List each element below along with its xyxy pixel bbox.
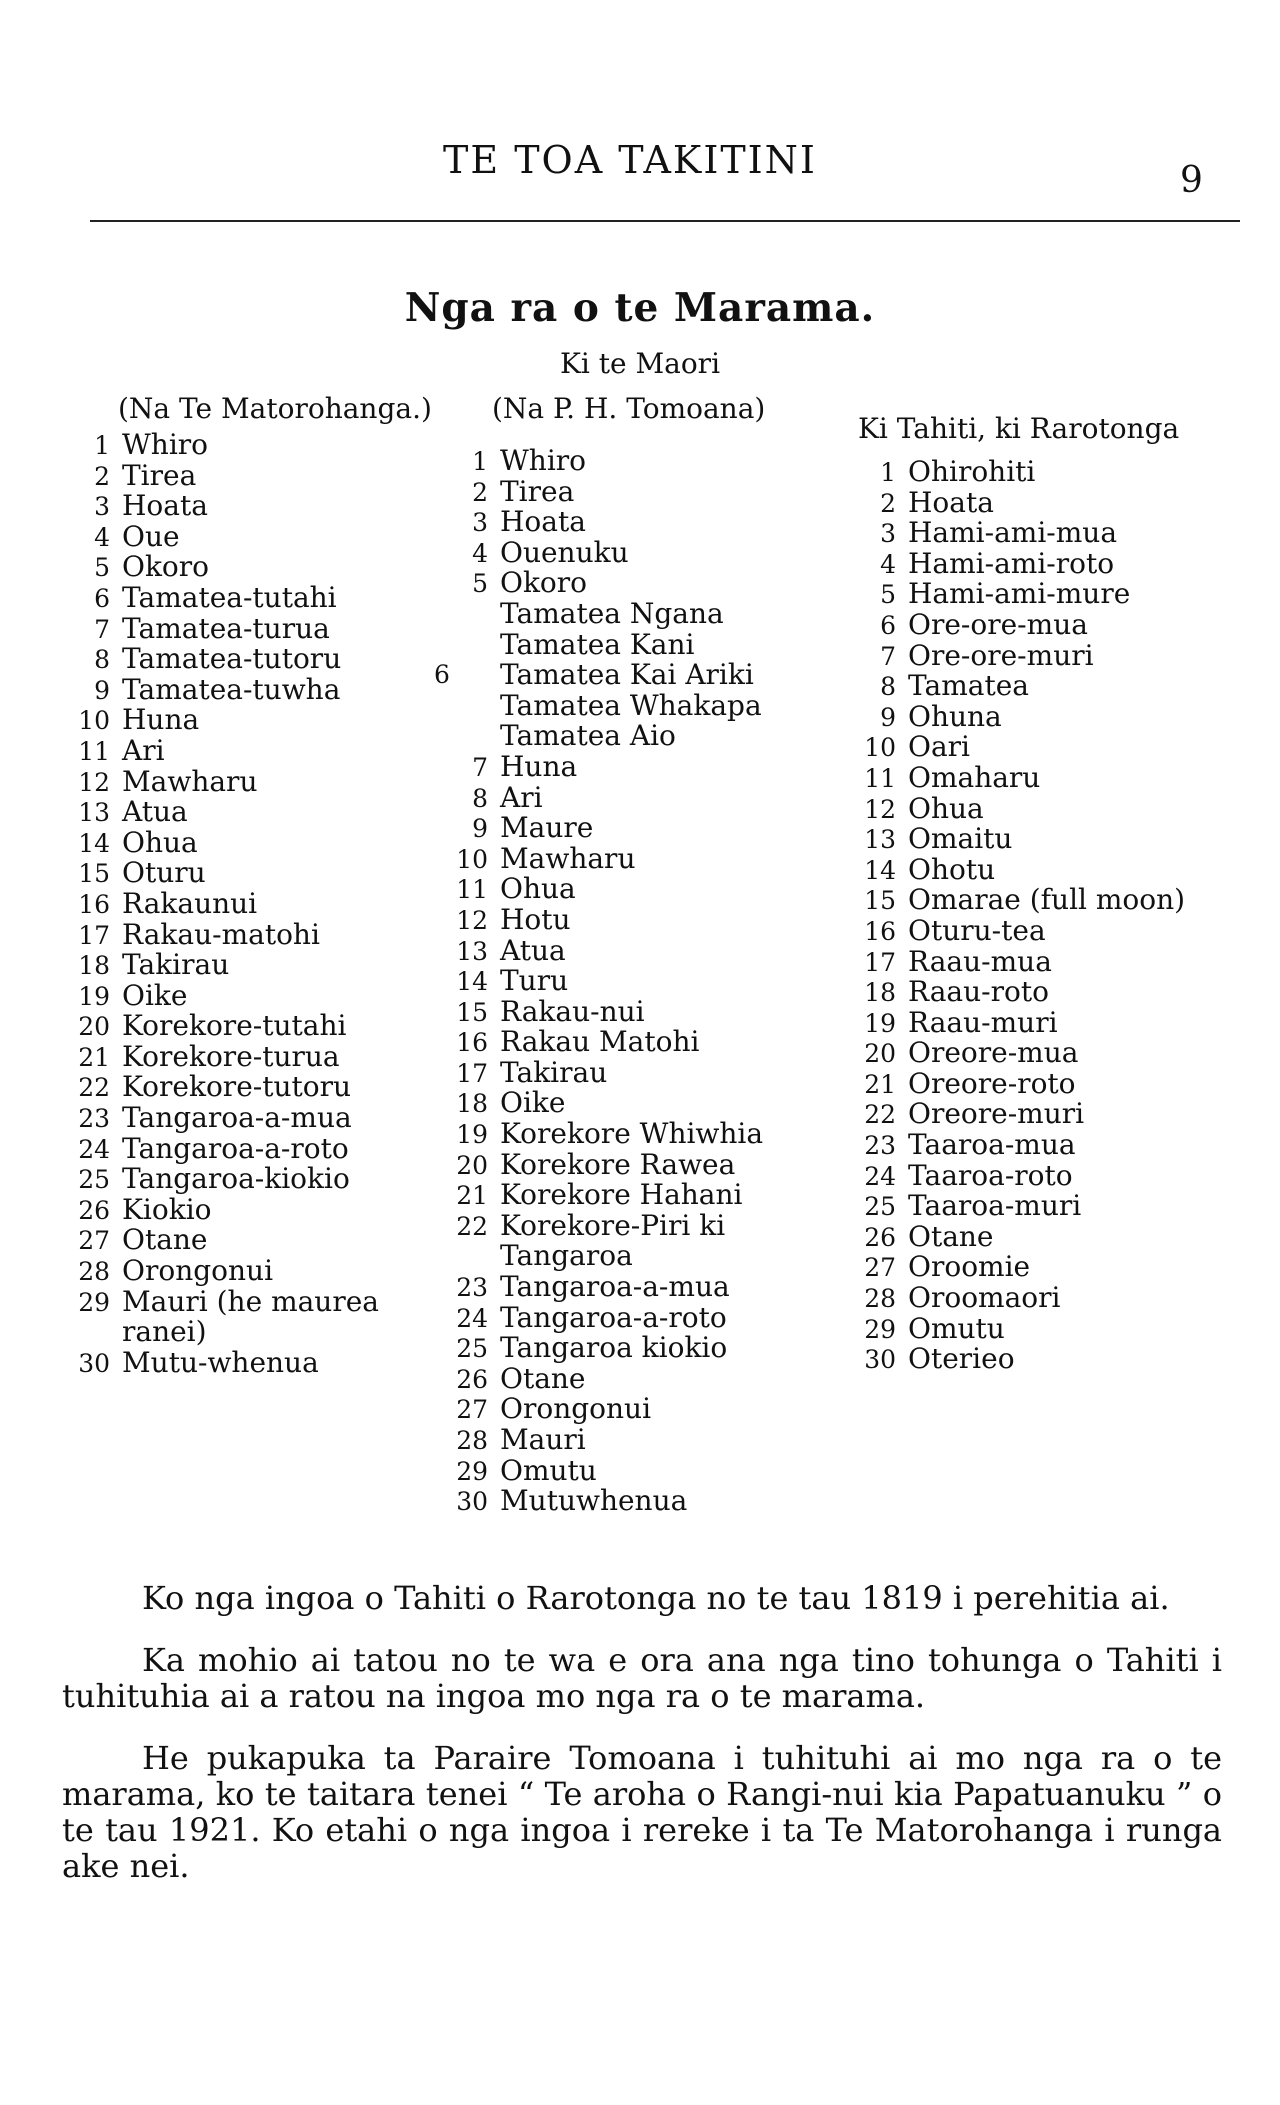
- day-name: Tamatea Ngana: [500, 596, 724, 630]
- day-number: 21: [78, 1042, 110, 1072]
- list-item: [842, 913, 1185, 947]
- list-item: [56, 1317, 379, 1348]
- day-name: Huna: [122, 703, 200, 737]
- day-name: ranei): [122, 1315, 207, 1349]
- list-item: [434, 874, 763, 905]
- day-number: 29: [78, 1287, 110, 1317]
- day-name: Takirau: [122, 948, 230, 982]
- day-number: 27: [456, 1395, 488, 1425]
- day-number: 26: [864, 1222, 896, 1252]
- list-item: [842, 1344, 1185, 1375]
- day-name: Korekore-tutoru: [122, 1070, 352, 1104]
- day-number: 7: [472, 752, 488, 782]
- day-name: Omutu: [908, 1311, 1005, 1345]
- day-number: 16: [864, 916, 896, 946]
- list-item: [842, 1283, 1185, 1314]
- day-name: Otane: [908, 1219, 994, 1253]
- day-number: 13: [864, 825, 896, 855]
- list-item: [434, 627, 763, 661]
- day-name: Hoata: [908, 485, 994, 519]
- day-number: 4: [94, 522, 110, 552]
- list-item: [434, 994, 763, 1028]
- day-name: Orongonui: [122, 1254, 274, 1288]
- day-number: 11: [864, 763, 896, 793]
- day-number: 17: [456, 1058, 488, 1088]
- list-item: [56, 1256, 379, 1287]
- day-name: Raau-mua: [908, 944, 1052, 978]
- list-item: [434, 902, 763, 936]
- day-number: 25: [78, 1165, 110, 1195]
- day-name: Mutu-whenua: [122, 1345, 319, 1379]
- list-item: [56, 491, 379, 522]
- day-number: 14: [456, 967, 488, 997]
- day-name: Whiro: [122, 428, 209, 461]
- list-item: [842, 1252, 1185, 1283]
- day-name: Korekore Hahani: [500, 1178, 743, 1212]
- list-item: [842, 699, 1185, 733]
- list-item: [434, 1208, 763, 1242]
- day-name: Orongonui: [500, 1392, 652, 1426]
- list-item: [434, 749, 763, 783]
- day-number: 30: [456, 1487, 488, 1517]
- day-number: 20: [78, 1012, 110, 1042]
- list-item: [56, 705, 379, 736]
- list-item: [56, 1072, 379, 1103]
- list-item: [56, 858, 379, 889]
- day-number: 22: [456, 1211, 488, 1241]
- list-item: [842, 579, 1185, 610]
- list-item: [842, 1311, 1185, 1345]
- day-name: Ore-ore-muri: [908, 638, 1094, 672]
- day-name: Ohirohiti: [908, 455, 1036, 488]
- day-name: Mauri (he maurea: [122, 1284, 379, 1318]
- day-name: Tangaroa-a-roto: [122, 1131, 349, 1165]
- column-heading-tahiti: Ki Tahiti, ki Rarotonga: [858, 412, 1180, 445]
- list-item: [434, 1453, 763, 1487]
- list-item: [842, 518, 1185, 549]
- day-number: 18: [78, 951, 110, 981]
- day-name: Ohua: [908, 791, 984, 825]
- day-name: Korekore-tutahi: [122, 1009, 347, 1043]
- day-number: 13: [78, 798, 110, 828]
- day-number: 22: [78, 1073, 110, 1103]
- day-name: Tangaroa-a-mua: [122, 1101, 352, 1135]
- day-name: Tangaroa kiokio: [500, 1331, 728, 1365]
- day-number: 15: [864, 886, 896, 916]
- day-name: Mawharu: [500, 841, 636, 875]
- day-name: Tamatea Whakapa: [500, 688, 762, 722]
- list-item: [842, 546, 1185, 580]
- list-item: [842, 485, 1185, 519]
- day-name: Oroomaori: [908, 1281, 1061, 1315]
- day-name: Korekore-Piri ki: [500, 1208, 726, 1242]
- day-number: 12: [456, 905, 488, 935]
- list-item: [434, 660, 763, 691]
- day-number: 24: [456, 1303, 488, 1333]
- list-item: [56, 733, 379, 767]
- day-number: 30: [78, 1348, 110, 1378]
- list-item: [434, 1147, 763, 1181]
- day-number: 3: [880, 519, 896, 549]
- day-number: 30: [864, 1345, 896, 1375]
- day-number: 27: [78, 1226, 110, 1256]
- day-name: Tamatea Kai Ariki: [500, 658, 754, 692]
- list-item: [56, 1039, 379, 1073]
- day-name: Tamatea Aio: [500, 719, 676, 753]
- day-name: Otane: [122, 1223, 208, 1257]
- day-number: 21: [864, 1069, 896, 1099]
- list-item: [56, 580, 379, 614]
- list-item: [56, 458, 379, 492]
- day-name: Tamatea-tuwha: [122, 672, 341, 706]
- list-item: [842, 760, 1185, 794]
- list-item: [434, 933, 763, 967]
- day-number: 12: [864, 794, 896, 824]
- list-item: [56, 672, 379, 706]
- day-number: 6: [94, 583, 110, 613]
- list-item: [842, 1005, 1185, 1039]
- list-item: [842, 885, 1185, 916]
- day-name: Hami-ami-mua: [908, 516, 1118, 550]
- day-number: 6: [880, 610, 896, 640]
- day-number: 25: [456, 1334, 488, 1364]
- day-name: Ore-ore-mua: [908, 607, 1088, 641]
- list-item: [434, 596, 763, 630]
- day-number: 15: [456, 997, 488, 1027]
- day-name: Mawharu: [122, 764, 258, 798]
- day-name: Korekore-turua: [122, 1039, 340, 1073]
- page-number: 9: [1180, 160, 1203, 201]
- day-name: Oari: [908, 730, 970, 764]
- day-name: Taaroa-roto: [908, 1158, 1073, 1192]
- list-item: [842, 457, 1185, 488]
- day-number: 7: [94, 614, 110, 644]
- day-number: 17: [78, 920, 110, 950]
- day-name: Okoro: [500, 566, 588, 600]
- list-item: [56, 1192, 379, 1226]
- day-number: 14: [864, 855, 896, 885]
- day-number: 29: [456, 1456, 488, 1486]
- list-item: [56, 552, 379, 583]
- list-item: [842, 638, 1185, 672]
- day-number: 4: [880, 549, 896, 579]
- day-name: Tamatea: [908, 669, 1029, 703]
- day-name: Oike: [122, 978, 188, 1012]
- day-number: 10: [864, 733, 896, 763]
- day-name: Oroomie: [908, 1250, 1031, 1284]
- list-item: [56, 1103, 379, 1134]
- list-item: [434, 721, 763, 752]
- day-number: 9: [94, 675, 110, 705]
- day-name: Oterieo: [908, 1342, 1015, 1376]
- day-number: 21: [456, 1181, 488, 1211]
- day-name: Raau-muri: [908, 1005, 1058, 1039]
- day-name: Mauri: [500, 1423, 586, 1456]
- day-number: 14: [78, 828, 110, 858]
- list-item: [56, 797, 379, 828]
- list-item: [434, 1180, 763, 1211]
- day-number: 8: [94, 645, 110, 675]
- list-item: [434, 1486, 763, 1517]
- day-number: 7: [880, 641, 896, 671]
- day-name: Oturu: [122, 856, 206, 890]
- day-name: Ohuna: [908, 699, 1002, 733]
- day-number: 3: [472, 508, 488, 538]
- paragraph: He pukapuka ta Paraire Tomoana i tuhituhi ai mo nga ra o te marama, ko te taitara tenei “ Te aroha o Rangi-nui kia Papatuanuku ” o te tau 1921. Ko etahi o nga ingoa i rereke i ta Te Matorohanga i runga ake nei.: [62, 1739, 1222, 1885]
- day-name: Atua: [122, 795, 188, 829]
- day-number: 15: [78, 859, 110, 889]
- day-name: Omarae (full moon): [908, 883, 1186, 917]
- list-item: [842, 977, 1185, 1008]
- day-name: Ohotu: [908, 852, 996, 886]
- day-number: 28: [78, 1257, 110, 1287]
- list-item: [842, 824, 1185, 855]
- list-item: [56, 519, 379, 553]
- day-number: 11: [78, 736, 110, 766]
- list-item: [434, 1119, 763, 1150]
- day-name: Tamatea Kani: [500, 627, 695, 661]
- day-number: 13: [456, 936, 488, 966]
- day-name: Rakau Matohi: [500, 1025, 700, 1059]
- article-title: Nga ra o te Marama.: [404, 285, 876, 331]
- day-number: 27: [864, 1253, 896, 1283]
- column-heading-tomoana: (Na P. H. Tomoana): [492, 392, 766, 425]
- day-number: 29: [864, 1314, 896, 1344]
- list-item: [434, 966, 763, 997]
- list-item: [434, 780, 763, 814]
- day-number: 10: [456, 844, 488, 874]
- list-item: [56, 1225, 379, 1256]
- day-number: 4: [472, 538, 488, 568]
- day-number: 1: [94, 431, 110, 460]
- day-number: 22: [864, 1100, 896, 1130]
- day-number: 2: [94, 461, 110, 491]
- moon-day-list-matorohanga: [56, 430, 379, 1378]
- day-number: 16: [78, 889, 110, 919]
- list-item: [434, 1300, 763, 1334]
- day-name: Turu: [500, 964, 569, 998]
- day-name: Rakau-nui: [500, 994, 645, 1028]
- list-item: [842, 607, 1185, 641]
- day-name: Oturu-tea: [908, 913, 1046, 947]
- day-name: Kiokio: [122, 1192, 212, 1226]
- list-item: [842, 791, 1185, 825]
- day-name: Taaroa-mua: [908, 1128, 1076, 1162]
- day-name: Korekore Rawea: [500, 1147, 736, 1181]
- day-number: 8: [472, 783, 488, 813]
- day-name: Tirea: [122, 458, 197, 492]
- list-item: [842, 732, 1185, 763]
- list-item: [56, 1164, 379, 1195]
- day-number: 20: [456, 1150, 488, 1180]
- day-name: Oreore-roto: [908, 1066, 1076, 1100]
- list-item: [842, 1158, 1185, 1192]
- day-number: 23: [78, 1104, 110, 1134]
- column-heading-matorohanga: (Na Te Matorohanga.): [118, 392, 432, 425]
- day-name: Oreore-muri: [908, 1097, 1085, 1131]
- day-name: Ari: [500, 780, 543, 814]
- day-number: 28: [456, 1426, 488, 1455]
- list-item: [842, 671, 1185, 702]
- day-name: Rakaunui: [122, 886, 258, 920]
- day-name: Omaharu: [908, 760, 1041, 794]
- day-number: 8: [880, 672, 896, 702]
- moon-day-list-tomoana: [434, 446, 763, 1517]
- day-name: Hotu: [500, 902, 571, 936]
- day-number: 9: [880, 702, 896, 732]
- running-title: TE TOA TAKITINI: [443, 138, 817, 182]
- list-item: [434, 688, 763, 722]
- list-item: [842, 1038, 1185, 1069]
- paragraph: Ko nga ingoa o Tahiti o Rarotonga no te tau 1819 i perehitia ai.: [142, 1579, 1170, 1617]
- day-name: Hami-ami-roto: [908, 546, 1115, 580]
- list-item: [434, 1333, 763, 1364]
- list-item: [842, 1099, 1185, 1130]
- day-number: 12: [78, 767, 110, 797]
- day-name: Tangaroa: [500, 1239, 633, 1273]
- list-item: [56, 950, 379, 981]
- day-name: Tangaroa-a-mua: [500, 1270, 730, 1304]
- list-item: [842, 944, 1185, 978]
- day-number: 2: [880, 488, 896, 518]
- day-name: Korekore Whiwhia: [500, 1117, 764, 1151]
- day-name: Tangaroa-a-roto: [500, 1300, 727, 1334]
- day-name: Ohua: [500, 872, 576, 906]
- day-number: 3: [94, 492, 110, 522]
- article-subtitle: Ki te Maori: [559, 347, 721, 380]
- day-name: Maure: [500, 811, 594, 845]
- day-name: Tamatea-turua: [122, 611, 330, 645]
- list-item: [434, 568, 763, 599]
- day-number: 18: [456, 1089, 488, 1119]
- day-name: Ohua: [122, 825, 198, 859]
- header-rule: [90, 220, 1240, 222]
- day-name: Atua: [500, 933, 566, 967]
- day-name: Tamatea-tutahi: [122, 580, 337, 614]
- day-number: 11: [456, 875, 488, 905]
- day-name: Whiro: [500, 444, 587, 477]
- list-item: [434, 1027, 763, 1058]
- body-text: [62, 1580, 1222, 1910]
- day-name: Oreore-mua: [908, 1036, 1079, 1070]
- list-item: [842, 1191, 1185, 1222]
- moon-day-list-tahiti: [842, 457, 1185, 1375]
- list-item: [56, 917, 379, 951]
- day-number: 17: [864, 947, 896, 977]
- list-item: [434, 813, 763, 844]
- day-number: 16: [456, 1028, 488, 1058]
- list-item: [56, 430, 379, 461]
- day-number: 10: [78, 706, 110, 736]
- day-number: 19: [456, 1120, 488, 1150]
- list-item: [434, 1272, 763, 1303]
- day-name: Ouenuku: [500, 535, 629, 569]
- list-item: [434, 535, 763, 569]
- list-item: [434, 1361, 763, 1395]
- list-item: [56, 1011, 379, 1042]
- day-number: 19: [78, 981, 110, 1011]
- paragraph: Ka mohio ai tatou no te wa e ora ana nga tino tohunga o Tahiti i tuhituhia ai a ratou na ingoa mo nga ra o te marama.: [62, 1641, 1222, 1715]
- list-item: [434, 1425, 763, 1456]
- day-name: Rakau-matohi: [122, 917, 320, 951]
- day-number: 1: [880, 458, 896, 487]
- list-item: [434, 841, 763, 875]
- day-number: 24: [78, 1134, 110, 1164]
- day-number: 19: [864, 1008, 896, 1038]
- day-name: Taaroa-muri: [908, 1189, 1082, 1223]
- list-item: [56, 644, 379, 675]
- day-name: Mutuwhenua: [500, 1484, 688, 1518]
- day-number: 1: [472, 447, 488, 476]
- day-number: 23: [456, 1273, 488, 1303]
- day-number: 9: [472, 814, 488, 844]
- list-item: [434, 507, 763, 538]
- day-name: Raau-roto: [908, 975, 1049, 1009]
- list-item: [56, 611, 379, 645]
- day-name: Huna: [500, 749, 578, 783]
- day-name: Tirea: [500, 474, 575, 508]
- day-number: 25: [864, 1192, 896, 1222]
- list-item: [434, 446, 763, 477]
- day-name: Otane: [500, 1361, 586, 1395]
- day-name: Omutu: [500, 1453, 597, 1487]
- day-name: Hoata: [500, 505, 586, 539]
- day-number: 2: [472, 477, 488, 507]
- list-item: [842, 852, 1185, 886]
- list-item: [56, 886, 379, 920]
- day-number: 28: [864, 1284, 896, 1314]
- day-name: Hoata: [122, 489, 208, 523]
- list-item: [434, 1088, 763, 1119]
- day-number: 5: [94, 553, 110, 583]
- day-name: Takirau: [500, 1055, 608, 1089]
- day-name: Oue: [122, 519, 180, 553]
- list-item: [56, 764, 379, 798]
- day-name: Okoro: [122, 550, 210, 584]
- list-item: [434, 1394, 763, 1425]
- day-name: Tangaroa-kiokio: [122, 1162, 350, 1196]
- list-item: [56, 978, 379, 1012]
- day-name: Omaitu: [908, 822, 1013, 856]
- day-number: 24: [864, 1161, 896, 1191]
- day-name: Oike: [500, 1086, 566, 1120]
- list-item: [434, 474, 763, 508]
- day-number: 20: [864, 1039, 896, 1069]
- list-item: [842, 1066, 1185, 1100]
- list-item: [842, 1219, 1185, 1253]
- day-number: 18: [864, 978, 896, 1008]
- day-number: 26: [456, 1364, 488, 1394]
- day-number: 23: [864, 1131, 896, 1161]
- day-number: 5: [472, 569, 488, 599]
- day-name: Hami-ami-mure: [908, 577, 1131, 611]
- list-item: [56, 1284, 379, 1318]
- brace-group-number: 6: [434, 660, 450, 690]
- day-number: 5: [880, 580, 896, 610]
- list-item: [434, 1055, 763, 1089]
- day-number: 26: [78, 1195, 110, 1225]
- list-item: [56, 1131, 379, 1165]
- list-item: [56, 1345, 379, 1379]
- day-name: Tamatea-tutoru: [122, 642, 342, 676]
- list-item: [434, 1241, 763, 1272]
- list-item: [56, 825, 379, 859]
- day-name: Ari: [122, 733, 165, 767]
- list-item: [842, 1130, 1185, 1161]
